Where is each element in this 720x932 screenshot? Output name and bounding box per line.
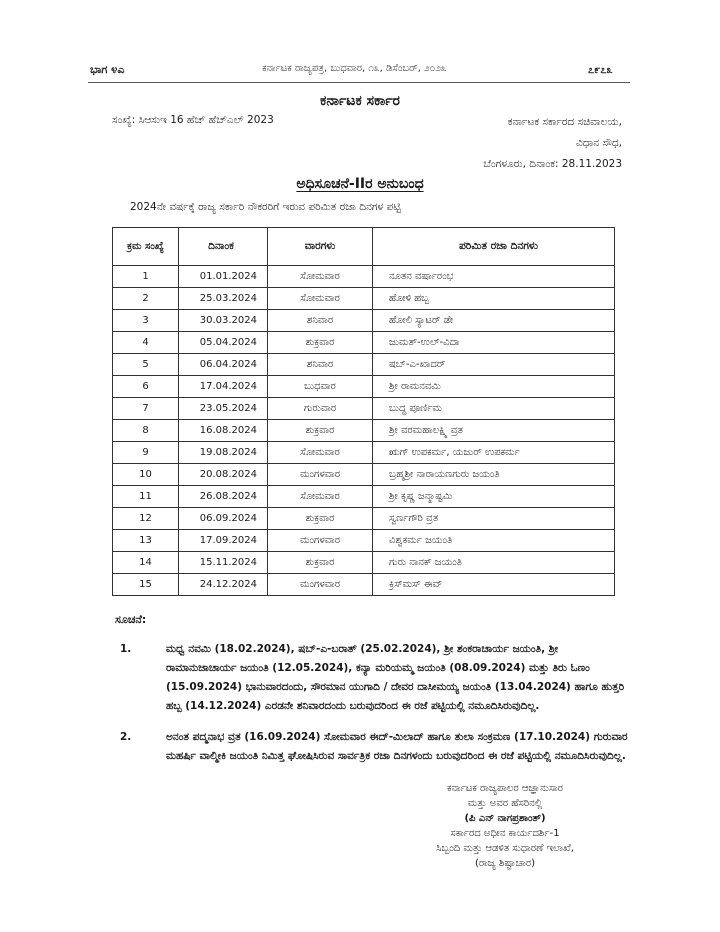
serial-number-cell: 4 bbox=[113, 332, 179, 354]
date-cell: 05.04.2024 bbox=[179, 332, 268, 354]
date-cell: 25.03.2024 bbox=[179, 288, 268, 310]
date-cell: 17.09.2024 bbox=[179, 530, 268, 552]
serial-number-cell: 7 bbox=[113, 398, 179, 420]
holiday-name-cell: ನೂತನ ವರ್ಷಾರಂಭ bbox=[373, 266, 615, 288]
weekday-cell: ಸೋಮವಾರ bbox=[268, 486, 373, 508]
serial-number-cell: 5 bbox=[113, 354, 179, 376]
header-holiday: ಪರಿಮಿತ ರಜಾ ದಿನಗಳು bbox=[373, 228, 615, 266]
signatory-name: (ಪಿ ಎನ್ ನಾಗಪ್ರಶಾಂತ್) bbox=[464, 813, 546, 824]
table-row bbox=[113, 486, 615, 508]
header-divider bbox=[88, 82, 630, 83]
table-row bbox=[113, 398, 615, 420]
notification-title-text: ಅಧಿಸೂಚನೆ-IIರ ಅನುಬಂಧ bbox=[296, 176, 424, 192]
address-block bbox=[483, 112, 622, 175]
weekday-cell: ಮಂಗಳವಾರ bbox=[268, 464, 373, 486]
table-body bbox=[113, 266, 615, 596]
holiday-name-cell: ಹೋಲಿ ಸ್ಯಾಟರ್ ಡೇ bbox=[373, 310, 615, 332]
table-row bbox=[113, 552, 615, 574]
header-day: ವಾರಗಳು bbox=[268, 228, 373, 266]
serial-number-cell: 15 bbox=[113, 574, 179, 596]
holiday-name-cell: ಶ್ರೀ ರಾಮನವಮಿ bbox=[373, 376, 615, 398]
weekday-cell: ಸೋಮವಾರ bbox=[268, 288, 373, 310]
holiday-name-cell: ಷಬ್-ಎ-ಖಾದರ್ bbox=[373, 354, 615, 376]
table-row bbox=[113, 310, 615, 332]
weekday-cell: ಶುಕ್ರವಾರ bbox=[268, 508, 373, 530]
weekday-cell: ಮಂಗಳವಾರ bbox=[268, 574, 373, 596]
table-row bbox=[113, 332, 615, 354]
weekday-cell: ಶನಿವಾರ bbox=[268, 354, 373, 376]
note-text: ಮಧ್ವ ನವಮಿ (18.02.2024), ಷಬ್-ಎ-ಬರಾತ್ (25.02.2024), ಶ್ರೀ ಶಂಕರಾಚಾರ್ಯ ಜಯಂತಿ, ಶ್ರೀ ರಾಮಾನುಜಾಚಾರ್ಯ ಜಯಂತಿ (12.05.2024), ಕನ್ಯಾ ಮರಿಯಮ್ಮ ಜಯಂತಿ (08.09.2024) ಮತ್ತು ತಿರು ಓಣಂ (15.09.2024) ಭಾನುವಾರದಂದು, ಸೌರಮಾನ ಯುಗಾದಿ / ದೇವರ ದಾಸೀಮಯ್ಯ ಜಯಂತಿ (13.04.2024) ಹಾಗೂ ಹುತ್ತರಿ ಹಬ್ಬ (14.12.2024) ಎರಡನೇ ಶನಿವಾರದಂದು ಬರುವುದರಿಂದ ಈ ರಜೆ ಪಟ್ಟಿಯಲ್ಲಿ ನಮೂದಿಸಿರುವುದಿಲ್ಲ. bbox=[166, 643, 625, 712]
holiday-name-cell: ಜುಮತ್-ಉಲ್-ವಿದಾ bbox=[373, 332, 615, 354]
date-cell: 23.05.2024 bbox=[179, 398, 268, 420]
table-row bbox=[113, 266, 615, 288]
serial-number-cell: 12 bbox=[113, 508, 179, 530]
holiday-name-cell: ವಿಶ್ವಕರ್ಮ ಜಯಂತಿ bbox=[373, 530, 615, 552]
signature-authority-line: ಕರ್ನಾಟಕ ರಾಜ್ಯಪಾಲರ ಆಜ್ಞಾನುಸಾರ bbox=[447, 783, 563, 794]
table-row bbox=[113, 420, 615, 442]
holiday-name-cell: ಋಗ್ ಉಪಕರ್ಮ, ಯಜುರ್ ಉಪಕರ್ಮ bbox=[373, 442, 615, 464]
date-cell: 20.08.2024 bbox=[179, 464, 268, 486]
serial-number-cell: 14 bbox=[113, 552, 179, 574]
signatory-department: ಸಿಬ್ಬಂದಿ ಮತ್ತು ಆಡಳಿತ ಸುಧಾರಣೆ ಇಲಾಖೆ, bbox=[436, 843, 574, 854]
serial-number-cell: 2 bbox=[113, 288, 179, 310]
gazette-publication-line: ಕರ್ನಾಟಕ ರಾಜ್ಯಪತ್ರ, ಬುಧವಾರ, ೧೩, ಡಿಸೆಂಬರ್, ೨೦೨೩ bbox=[262, 63, 447, 74]
notification-title bbox=[0, 176, 720, 192]
signature-on-behalf-line: ಮತ್ತು ಅವರ ಹೆಸರಿನಲ್ಲಿ bbox=[467, 798, 543, 809]
list-caption: 2024ನೇ ವರ್ಷಕ್ಕೆ ರಾಜ್ಯ ಸರ್ಕಾರಿ ನೌಕರರಿಗೆ ಇರುವ ಪರಿಮಿತ ರಜಾ ದಿನಗಳ ಪಟ್ಟಿ bbox=[130, 201, 401, 213]
holiday-name-cell: ಶ್ರೀ ಕೃಷ್ಣ ಜನ್ಮಾಷ್ಟಮಿ bbox=[373, 486, 615, 508]
table-row bbox=[113, 288, 615, 310]
serial-number-cell: 1 bbox=[113, 266, 179, 288]
date-cell: 01.01.2024 bbox=[179, 266, 268, 288]
serial-number-cell: 8 bbox=[113, 420, 179, 442]
weekday-cell: ಶನಿವಾರ bbox=[268, 310, 373, 332]
signature-block bbox=[380, 781, 630, 871]
date-cell: 30.03.2024 bbox=[179, 310, 268, 332]
serial-number-cell: 3 bbox=[113, 310, 179, 332]
address-line-1: ಕರ್ನಾಟಕ ಸರ್ಕಾರದ ಸಚಿವಾಲಯ, bbox=[507, 116, 622, 128]
date-cell: 24.12.2024 bbox=[179, 574, 268, 596]
date-cell: 15.11.2024 bbox=[179, 552, 268, 574]
serial-number-cell: 6 bbox=[113, 376, 179, 398]
signatory-designation: ಸರ್ಕಾರದ ಅಧೀನ ಕಾರ್ಯದರ್ಶಿ-1 bbox=[450, 828, 560, 839]
gazette-part: ಭಾಗ ೪ಎ bbox=[90, 63, 125, 76]
notes-label: ಸೂಚನೆ: bbox=[115, 613, 147, 626]
table-row bbox=[113, 530, 615, 552]
weekday-cell: ಸೋಮವಾರ bbox=[268, 266, 373, 288]
holiday-name-cell: ಸ್ವರ್ಣಗೌರಿ ವ್ರತ bbox=[373, 508, 615, 530]
signatory-section: (ರಾಜ್ಯ ಶಿಷ್ಟಾಚಾರ) bbox=[474, 858, 536, 869]
holiday-name-cell: ಬುದ್ಧ ಪೂರ್ಣಿಮ bbox=[373, 398, 615, 420]
table-header-row bbox=[113, 228, 615, 266]
date-cell: 06.09.2024 bbox=[179, 508, 268, 530]
reference-number: ಸಂಖ್ಯೆ: ಸಿಆಸುಇ 16 ಹೆಚ್ ಹೆಚ್ಎಲ್ 2023 bbox=[112, 114, 274, 126]
note-number: 2. bbox=[120, 731, 132, 743]
weekday-cell: ಸೋಮವಾರ bbox=[268, 442, 373, 464]
date-cell: 26.08.2024 bbox=[179, 486, 268, 508]
address-date-line: ಬೆಂಗಳೂರು, ದಿನಾಂಕ: 28.11.2023 bbox=[483, 158, 622, 170]
table-row bbox=[113, 376, 615, 398]
note-text: ಅನಂತ ಪದ್ಮನಾಭ ವ್ರತ (16.09.2024) ಸೋಮವಾರ ಈದ್-ಮಿಲಾದ್ ಹಾಗೂ ತುಲಾ ಸಂಕ್ರಮಣ (17.10.2024) ಗುರುವಾರ ಮಹರ್ಷಿ ವಾಲ್ಮೀಕಿ ಜಯಂತಿ ನಿಮಿತ್ತ ಘೋಷಿಸಿರುವ ಸಾರ್ವತ್ರಿಕ ರಜಾ ದಿನಗಳಂದು ಬರುವುದರಿಂದ ಈ ರಜೆ ಪಟ್ಟಿಯಲ್ಲಿ ನಮೂದಿಸಿರುವುದಿಲ್ಲ. bbox=[166, 731, 628, 762]
government-title: ಕರ್ನಾಟಕ ಸರ್ಕಾರ bbox=[320, 93, 400, 109]
note-item-1 bbox=[120, 640, 630, 716]
weekday-cell: ಬುಧವಾರ bbox=[268, 376, 373, 398]
note-number: 1. bbox=[120, 643, 132, 655]
table-row bbox=[113, 354, 615, 376]
address-line-2: ವಿಧಾನ ಸೌಧ, bbox=[575, 137, 622, 149]
weekday-cell: ಗುರುವಾರ bbox=[268, 398, 373, 420]
holiday-name-cell: ಕ್ರಿಸ್‌ಮಸ್ ಈವ್ bbox=[373, 574, 615, 596]
header-date: ದಿನಾಂಕ bbox=[179, 228, 268, 266]
header-serial-number: ಕ್ರಮ ಸಂಖ್ಯೆ bbox=[113, 228, 179, 266]
weekday-cell: ಶುಕ್ರವಾರ bbox=[268, 420, 373, 442]
note-item-2 bbox=[120, 728, 630, 766]
restricted-holidays-table bbox=[112, 227, 615, 596]
serial-number-cell: 10 bbox=[113, 464, 179, 486]
gazette-page-number: ೭೯೭೩ bbox=[588, 63, 613, 76]
serial-number-cell: 11 bbox=[113, 486, 179, 508]
holiday-name-cell: ಹೋಳಿ ಹಬ್ಬ bbox=[373, 288, 615, 310]
table-row bbox=[113, 464, 615, 486]
weekday-cell: ಶುಕ್ರವಾರ bbox=[268, 332, 373, 354]
date-cell: 19.08.2024 bbox=[179, 442, 268, 464]
serial-number-cell: 9 bbox=[113, 442, 179, 464]
table-row bbox=[113, 442, 615, 464]
date-cell: 16.08.2024 bbox=[179, 420, 268, 442]
date-cell: 06.04.2024 bbox=[179, 354, 268, 376]
holiday-name-cell: ಗುರು ನಾನಕ್ ಜಯಂತಿ bbox=[373, 552, 615, 574]
weekday-cell: ಶುಕ್ರವಾರ bbox=[268, 552, 373, 574]
holiday-name-cell: ಶ್ರೀ ವರಮಹಾಲಕ್ಷ್ಮಿ ವ್ರತ bbox=[373, 420, 615, 442]
date-cell: 17.04.2024 bbox=[179, 376, 268, 398]
table-row bbox=[113, 574, 615, 596]
table-row bbox=[113, 508, 615, 530]
holiday-name-cell: ಬ್ರಹ್ಮಶ್ರೀ ನಾರಾಯಣಗುರು ಜಯಂತಿ bbox=[373, 464, 615, 486]
weekday-cell: ಮಂಗಳವಾರ bbox=[268, 530, 373, 552]
serial-number-cell: 13 bbox=[113, 530, 179, 552]
